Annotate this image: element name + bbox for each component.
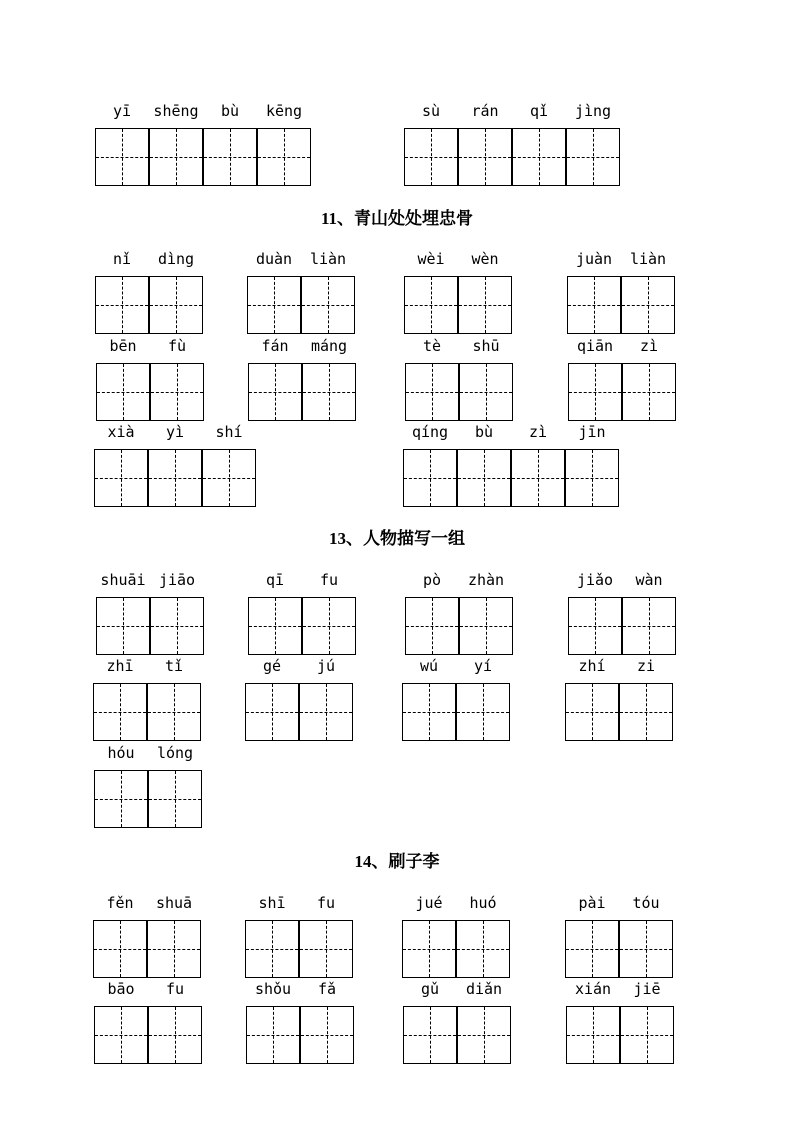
tianzige-writing-cell[interactable] — [96, 597, 150, 655]
pinyin-label: yì — [165, 423, 185, 441]
tianzige-writing-cell[interactable] — [619, 683, 673, 741]
tianzige-writing-cell[interactable] — [147, 683, 201, 741]
tianzige-writing-cell[interactable] — [302, 597, 356, 655]
tianzige-writing-cell[interactable] — [93, 683, 147, 741]
pinyin-label: pò — [422, 571, 442, 589]
tianzige-writing-cell[interactable] — [300, 1006, 354, 1064]
pinyin-label: shuā — [155, 894, 193, 912]
pinyin-label: qī — [265, 571, 285, 589]
tianzige-writing-cell[interactable] — [457, 449, 511, 507]
pinyin-label: zhàn — [467, 571, 505, 589]
tianzige-writing-cell[interactable] — [93, 920, 147, 978]
pinyin-label: hóu — [107, 744, 135, 762]
pinyin-label: gé — [262, 657, 282, 675]
tianzige-writing-cell[interactable] — [95, 128, 149, 186]
tianzige-writing-cell[interactable] — [148, 1006, 202, 1064]
pinyin-label: fu — [316, 894, 336, 912]
pinyin-label: xián — [574, 980, 612, 998]
tianzige-writing-cell[interactable] — [622, 597, 676, 655]
tianzige-writing-cell[interactable] — [567, 276, 621, 334]
pinyin-label: wèn — [471, 250, 499, 268]
tianzige-writing-cell[interactable] — [621, 276, 675, 334]
pinyin-label: yí — [473, 657, 493, 675]
tianzige-writing-cell[interactable] — [150, 363, 204, 421]
pinyin-label: jīn — [578, 423, 606, 441]
pinyin-label: dìng — [157, 250, 195, 268]
pinyin-label: jìng — [574, 102, 612, 120]
tianzige-writing-cell[interactable] — [622, 363, 676, 421]
tianzige-writing-cell[interactable] — [246, 1006, 300, 1064]
pinyin-label: fǎ — [317, 980, 337, 998]
pinyin-label: rán — [471, 102, 499, 120]
pinyin-label: qǐ — [529, 102, 549, 120]
tianzige-writing-cell[interactable] — [456, 683, 510, 741]
pinyin-label: fěn — [106, 894, 134, 912]
pinyin-label: tǐ — [164, 657, 184, 675]
tianzige-writing-cell[interactable] — [149, 276, 203, 334]
tianzige-writing-cell[interactable] — [257, 128, 311, 186]
pinyin-label: qíng — [411, 423, 449, 441]
pinyin-label: shū — [472, 337, 500, 355]
tianzige-writing-cell[interactable] — [405, 363, 459, 421]
pinyin-label: shēng — [153, 102, 199, 120]
pinyin-label: fu — [165, 980, 185, 998]
pinyin-label: pài — [578, 894, 606, 912]
pinyin-label: huó — [469, 894, 497, 912]
pinyin-label: tè — [422, 337, 442, 355]
tianzige-writing-cell[interactable] — [95, 276, 149, 334]
tianzige-writing-cell[interactable] — [405, 597, 459, 655]
pinyin-label: wàn — [635, 571, 663, 589]
tianzige-writing-cell[interactable] — [402, 920, 456, 978]
tianzige-writing-cell[interactable] — [202, 449, 256, 507]
tianzige-writing-cell[interactable] — [302, 363, 356, 421]
tianzige-writing-cell[interactable] — [511, 449, 565, 507]
tianzige-writing-cell[interactable] — [403, 1006, 457, 1064]
pinyin-label: diǎn — [465, 980, 503, 998]
pinyin-label: bēn — [109, 337, 137, 355]
pinyin-label: wú — [419, 657, 439, 675]
pinyin-label: bāo — [107, 980, 135, 998]
pinyin-label: tóu — [632, 894, 660, 912]
tianzige-writing-cell[interactable] — [566, 1006, 620, 1064]
pinyin-label: zhī — [106, 657, 134, 675]
pinyin-label: jiǎo — [576, 571, 614, 589]
section-13-title: 13、人物描写一组 — [329, 529, 465, 548]
pinyin-label: kēng — [265, 102, 303, 120]
section-14-title: 14、刷子李 — [354, 852, 440, 871]
pinyin-label: yī — [112, 102, 132, 120]
pinyin-label: zhí — [578, 657, 606, 675]
pinyin-label: lóng — [156, 744, 194, 762]
pinyin-label: duàn — [255, 250, 293, 268]
tianzige-writing-cell[interactable] — [404, 276, 458, 334]
pinyin-label: nǐ — [112, 250, 132, 268]
tianzige-writing-cell[interactable] — [248, 597, 302, 655]
tianzige-writing-cell[interactable] — [148, 770, 202, 828]
tianzige-writing-cell[interactable] — [301, 276, 355, 334]
pinyin-label: jué — [415, 894, 443, 912]
tianzige-writing-cell[interactable] — [458, 276, 512, 334]
tianzige-writing-cell[interactable] — [245, 683, 299, 741]
pinyin-label: liàn — [309, 250, 347, 268]
tianzige-writing-cell[interactable] — [458, 128, 512, 186]
tianzige-writing-cell[interactable] — [568, 597, 622, 655]
tianzige-writing-cell[interactable] — [565, 683, 619, 741]
tianzige-writing-cell[interactable] — [299, 920, 353, 978]
pinyin-label: sù — [421, 102, 441, 120]
pinyin-label: qiān — [576, 337, 614, 355]
tianzige-writing-cell[interactable] — [566, 128, 620, 186]
tianzige-writing-cell[interactable] — [619, 920, 673, 978]
pinyin-label: zì — [528, 423, 548, 441]
tianzige-writing-cell[interactable] — [94, 1006, 148, 1064]
tianzige-writing-cell[interactable] — [247, 276, 301, 334]
tianzige-writing-cell[interactable] — [402, 683, 456, 741]
pinyin-label: shí — [215, 423, 243, 441]
pinyin-label: shǒu — [254, 980, 292, 998]
pinyin-label: zi — [636, 657, 656, 675]
pinyin-label: wèi — [417, 250, 445, 268]
pinyin-label: zì — [639, 337, 659, 355]
pinyin-label: fù — [167, 337, 187, 355]
pinyin-label: juàn — [575, 250, 613, 268]
pinyin-label: shī — [258, 894, 286, 912]
tianzige-writing-cell[interactable] — [94, 770, 148, 828]
tianzige-writing-cell[interactable] — [512, 128, 566, 186]
tianzige-writing-cell[interactable] — [459, 363, 513, 421]
tianzige-writing-cell[interactable] — [148, 449, 202, 507]
pinyin-label: jú — [316, 657, 336, 675]
tianzige-writing-cell[interactable] — [565, 920, 619, 978]
pinyin-label: liàn — [629, 250, 667, 268]
tianzige-writing-cell[interactable] — [149, 128, 203, 186]
pinyin-label: jiāo — [158, 571, 196, 589]
tianzige-writing-cell[interactable] — [457, 1006, 511, 1064]
tianzige-writing-cell[interactable] — [96, 363, 150, 421]
tianzige-writing-cell[interactable] — [299, 683, 353, 741]
tianzige-writing-cell[interactable] — [456, 920, 510, 978]
tianzige-writing-cell[interactable] — [248, 363, 302, 421]
pinyin-label: jiē — [633, 980, 661, 998]
tianzige-writing-cell[interactable] — [403, 449, 457, 507]
pinyin-label: shuāi — [100, 571, 146, 589]
tianzige-writing-cell[interactable] — [203, 128, 257, 186]
pinyin-label: xià — [107, 423, 135, 441]
tianzige-writing-cell[interactable] — [459, 597, 513, 655]
tianzige-writing-cell[interactable] — [94, 449, 148, 507]
section-11-title: 11、青山处处埋忠骨 — [320, 209, 474, 228]
tianzige-writing-cell[interactable] — [150, 597, 204, 655]
pinyin-label: fán — [261, 337, 289, 355]
tianzige-writing-cell[interactable] — [404, 128, 458, 186]
pinyin-label: gǔ — [420, 980, 440, 998]
tianzige-writing-cell[interactable] — [565, 449, 619, 507]
tianzige-writing-cell[interactable] — [620, 1006, 674, 1064]
tianzige-writing-cell[interactable] — [568, 363, 622, 421]
tianzige-writing-cell[interactable] — [147, 920, 201, 978]
pinyin-label: fu — [319, 571, 339, 589]
pinyin-label: bù — [474, 423, 494, 441]
pinyin-label: máng — [310, 337, 348, 355]
pinyin-label: bù — [220, 102, 240, 120]
tianzige-writing-cell[interactable] — [245, 920, 299, 978]
